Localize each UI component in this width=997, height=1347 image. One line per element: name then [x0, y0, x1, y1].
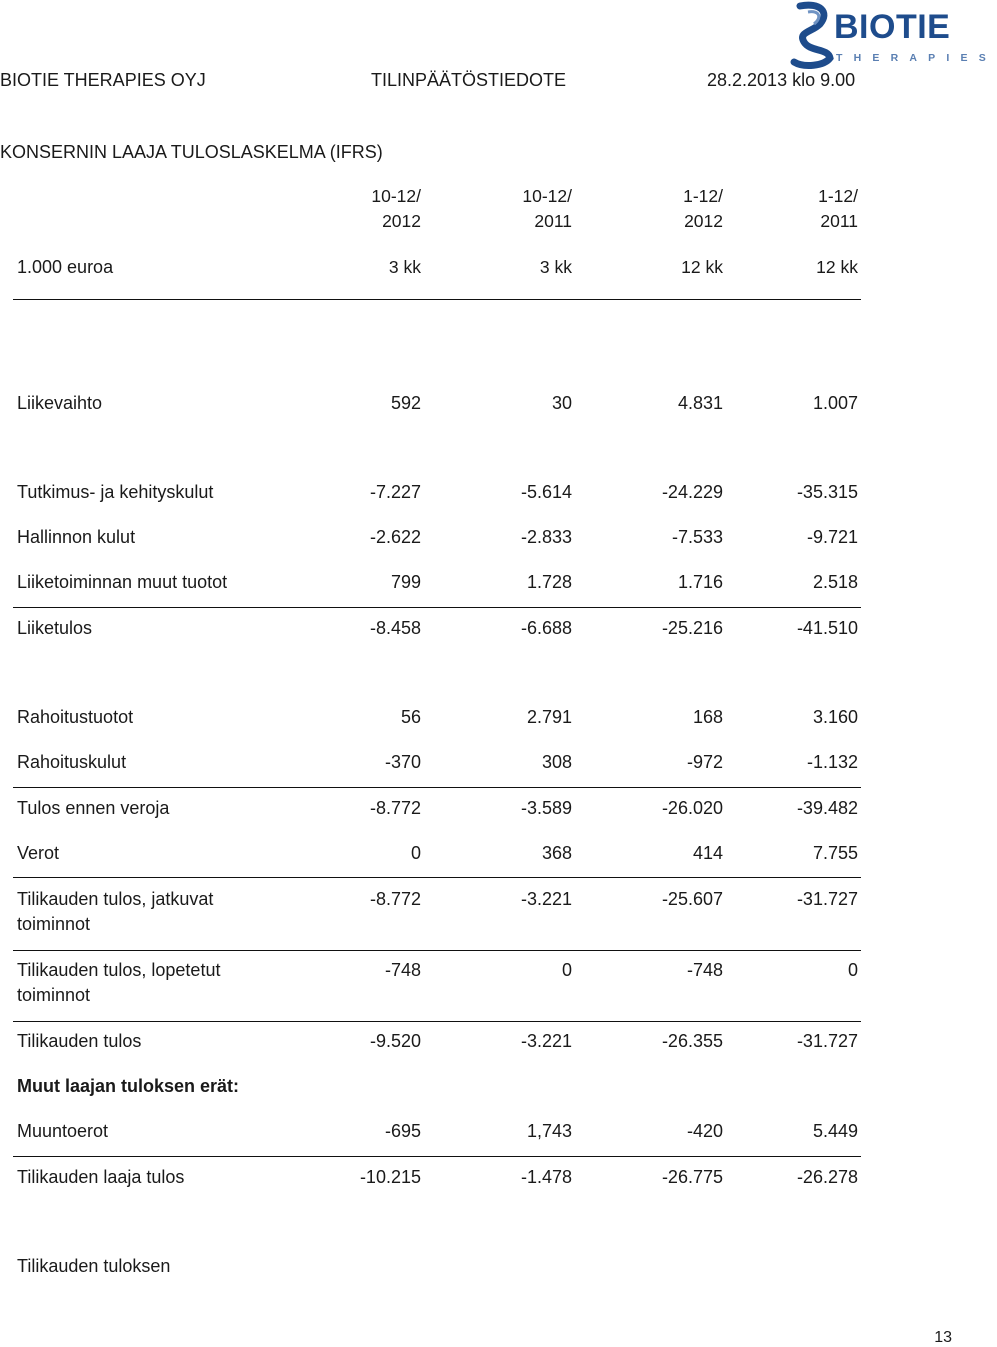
- row-rule: [13, 877, 861, 878]
- cell: 1.716: [677, 572, 723, 592]
- col4-heading-line1: 1-12/: [818, 186, 858, 206]
- cell: -8.772: [369, 889, 421, 909]
- cell: -6.688: [520, 618, 572, 638]
- cell: 30: [551, 393, 572, 413]
- biotie-logo: [790, 2, 997, 72]
- unit-label: 1.000 euroa: [17, 257, 114, 277]
- row-label-result-before-taxes: Tulos ennen veroja: [17, 798, 170, 818]
- logo-wordmark: BIOTIE: [834, 8, 951, 46]
- row-label-other-income: Liiketoiminnan muut tuotot: [17, 572, 228, 592]
- header-company: BIOTIE THERAPIES OYJ: [0, 70, 206, 90]
- row-label-rd-costs: Tutkimus- ja kehityskulut: [17, 482, 214, 502]
- row-label-liikevaihto: Liikevaihto: [17, 393, 103, 413]
- col3-heading-line2: 2012: [684, 211, 723, 231]
- section-heading-other-comprehensive: Muut laajan tuloksen erät:: [17, 1076, 240, 1096]
- cell: 1,743: [526, 1121, 572, 1141]
- cell: -3.589: [520, 798, 572, 818]
- row-label-operating-result: Liiketulos: [17, 618, 93, 638]
- row-rule: [13, 1156, 861, 1157]
- row-rule: [13, 950, 861, 951]
- cell: 414: [692, 843, 723, 863]
- cell: 308: [541, 752, 572, 772]
- cell: 1.007: [812, 393, 858, 413]
- statement-title: KONSERNIN LAAJA TULOSLASKELMA (IFRS): [0, 142, 383, 162]
- cell: 5.449: [812, 1121, 858, 1141]
- row-label-continuing-ops: Tilikauden tulos, jatkuvat: [17, 889, 214, 909]
- cell: -2.833: [520, 527, 572, 547]
- cell: -31.727: [796, 1031, 858, 1051]
- cell: -26.278: [796, 1167, 858, 1187]
- cell: -9.721: [806, 527, 858, 547]
- header-date: 28.2.2013 klo 9.00: [707, 70, 856, 90]
- cell: 1.728: [526, 572, 572, 592]
- row-label-discontinued-ops-line2: toiminnot: [17, 985, 91, 1005]
- cell: -695: [384, 1121, 421, 1141]
- cell: 2.791: [526, 707, 572, 727]
- cell: -26.775: [661, 1167, 723, 1187]
- cell: -3.221: [520, 889, 572, 909]
- row-label-financial-income: Rahoitustuotot: [17, 707, 134, 727]
- cell: -5.614: [520, 482, 572, 502]
- cell: -1.132: [806, 752, 858, 772]
- footer-note: Tilikauden tuloksen: [17, 1256, 171, 1276]
- cell: -748: [384, 960, 421, 980]
- row-rule: [13, 1021, 861, 1022]
- cell: -24.229: [661, 482, 723, 502]
- cell: -8.772: [369, 798, 421, 818]
- cell: 2.518: [812, 572, 858, 592]
- cell: -39.482: [796, 798, 858, 818]
- row-label-period-result: Tilikauden tulos: [17, 1031, 142, 1051]
- cell: -370: [384, 752, 421, 772]
- cell: -972: [686, 752, 723, 772]
- header-rule: [13, 299, 861, 300]
- cell: -31.727: [796, 889, 858, 909]
- cell: -10.215: [359, 1167, 421, 1187]
- col4-heading-line2: 2011: [820, 211, 858, 231]
- row-label-financial-expenses: Rahoituskulut: [17, 752, 127, 772]
- cell: 7.755: [812, 843, 858, 863]
- logo-subline: THERAPIES: [836, 52, 997, 64]
- cell: 0: [410, 843, 421, 863]
- col3-period: 12 kk: [681, 257, 723, 277]
- cell: 799: [390, 572, 421, 592]
- cell: -35.315: [796, 482, 858, 502]
- cell: 4.831: [677, 393, 723, 413]
- cell: 368: [541, 843, 572, 863]
- cell: -7.533: [671, 527, 723, 547]
- col2-heading-line1: 10-12/: [522, 186, 572, 206]
- row-label-discontinued-ops: Tilikauden tulos, lopetetut: [17, 960, 221, 980]
- row-label-taxes: Verot: [17, 843, 60, 863]
- cell: -41.510: [796, 618, 858, 638]
- cell: 0: [847, 960, 858, 980]
- header-document: TILINPÄÄTÖSTIEDOTE: [371, 70, 567, 90]
- col4-period: 12 kk: [816, 257, 858, 277]
- cell: -26.355: [661, 1031, 723, 1051]
- cell: -8.458: [369, 618, 421, 638]
- cell: -2.622: [369, 527, 421, 547]
- col1-heading-line1: 10-12/: [371, 186, 421, 206]
- page-number: 13: [934, 1329, 952, 1346]
- cell: -7.227: [369, 482, 421, 502]
- row-rule: [13, 607, 861, 608]
- cell: -25.607: [661, 889, 723, 909]
- logo-mark-icon: [790, 2, 836, 68]
- row-label-admin-costs: Hallinnon kulut: [17, 527, 136, 547]
- col3-heading-line1: 1-12/: [683, 186, 723, 206]
- col2-period: 3 kk: [539, 257, 572, 277]
- cell: 56: [400, 707, 421, 727]
- cell: 0: [561, 960, 572, 980]
- cell: 592: [390, 393, 421, 413]
- cell: -3.221: [520, 1031, 572, 1051]
- cell: -25.216: [661, 618, 723, 638]
- cell: -748: [686, 960, 723, 980]
- cell: -26.020: [661, 798, 723, 818]
- cell: -9.520: [369, 1031, 421, 1051]
- row-label-translation-differences: Muuntoerot: [17, 1121, 109, 1141]
- col1-heading-line2: 2012: [382, 211, 421, 231]
- col2-heading-line2: 2011: [534, 211, 572, 231]
- cell: 3.160: [812, 707, 858, 727]
- col1-period: 3 kk: [388, 257, 421, 277]
- cell: 168: [692, 707, 723, 727]
- row-rule: [13, 787, 861, 788]
- row-label-continuing-ops-line2: toiminnot: [17, 914, 91, 934]
- row-label-comprehensive-result: Tilikauden laaja tulos: [17, 1167, 185, 1187]
- cell: -420: [686, 1121, 723, 1141]
- cell: -1.478: [520, 1167, 572, 1187]
